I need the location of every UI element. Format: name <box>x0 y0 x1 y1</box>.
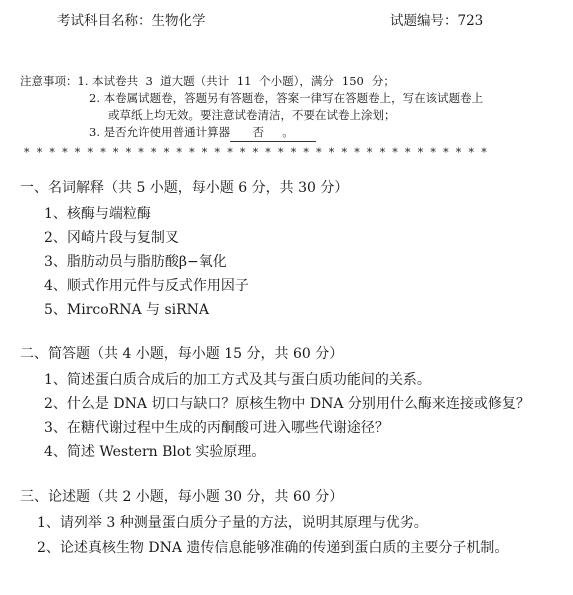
notes-prefix: 注意事项： <box>20 74 78 88</box>
exam-notes <box>20 73 483 142</box>
note-1-pre: 1. 本试卷共 <box>77 74 139 88</box>
note-1-end: 分； <box>371 74 395 88</box>
note-2-line-1: 2. 本卷属试题卷，答题另有答题卷，答案一律写在答题卷上，写在该试题卷上 <box>89 91 484 105</box>
exam-subject-name: 考试科目名称：生物化学 <box>57 13 206 29</box>
note-3-answer: 否 <box>252 125 264 139</box>
note-3-pre: 3. 是否允许使用普通计算器 <box>89 125 231 139</box>
note-2-line-2: 或草纸上均无效。要注意试卷清洁，不要在试卷上涂划； <box>108 108 396 122</box>
note-1-post: 个小题），满分 <box>259 74 334 88</box>
section-2-title: 二、简答题（共 4 小题，每小题 15 分，共 60 分） <box>20 346 344 362</box>
section-2-item-4: 4、简述 Western Blot 实验原理。 <box>44 444 266 460</box>
section-2-item-2: 2、什么是 DNA 切口与缺口？原核生物中 DNA 分别用什么酶来连接或修复？ <box>44 396 530 412</box>
note-1-mid: 道大题（共计 <box>160 74 230 88</box>
note-3 <box>20 124 483 142</box>
note-3-end: 。 <box>282 125 294 139</box>
section-3-title: 三、论述题（共 2 小题，每小题 30 分，共 60 分） <box>20 489 344 505</box>
exam-code: 试题编号：723 <box>390 13 484 29</box>
note-1-sections: 3 <box>145 74 153 88</box>
note-1-score: 150 <box>341 74 364 88</box>
section-1-item-2: 2、冈崎片段与复制叉 <box>44 230 179 246</box>
section-1-item-4: 4、顺式作用元件与反式作用因子 <box>44 278 249 294</box>
section-1-item-1: 1、核酶与端粒酶 <box>44 206 151 222</box>
section-1-item-5: 5、MircoRNA 与 siRNA <box>44 302 210 318</box>
note-1-count: 11 <box>236 74 252 88</box>
separator-stars: ************************************* <box>24 146 494 159</box>
section-1-item-3: 3、脂肪动员与脂肪酸β−氧化 <box>44 254 227 270</box>
section-1-title: 一、名词解释（共 5 小题，每小题 6 分，共 30 分） <box>20 180 349 196</box>
section-3-item-2: 2、论述真核生物 DNA 遗传信息能够准确的传递到蛋白质的主要分子机制。 <box>37 540 509 556</box>
section-3-item-1: 1、请列举 3 种测量蛋白质分子量的方法，说明其原理与优劣。 <box>37 515 428 531</box>
note-3-answer-blank <box>230 124 316 142</box>
section-2-item-1: 1、简述蛋白质合成后的加工方式及其与蛋白质功能间的关系。 <box>44 372 431 388</box>
section-2-item-3: 3、在糖代谢过程中生成的丙酮酸可进入哪些代谢途径？ <box>44 420 389 436</box>
note-1 <box>20 73 483 90</box>
